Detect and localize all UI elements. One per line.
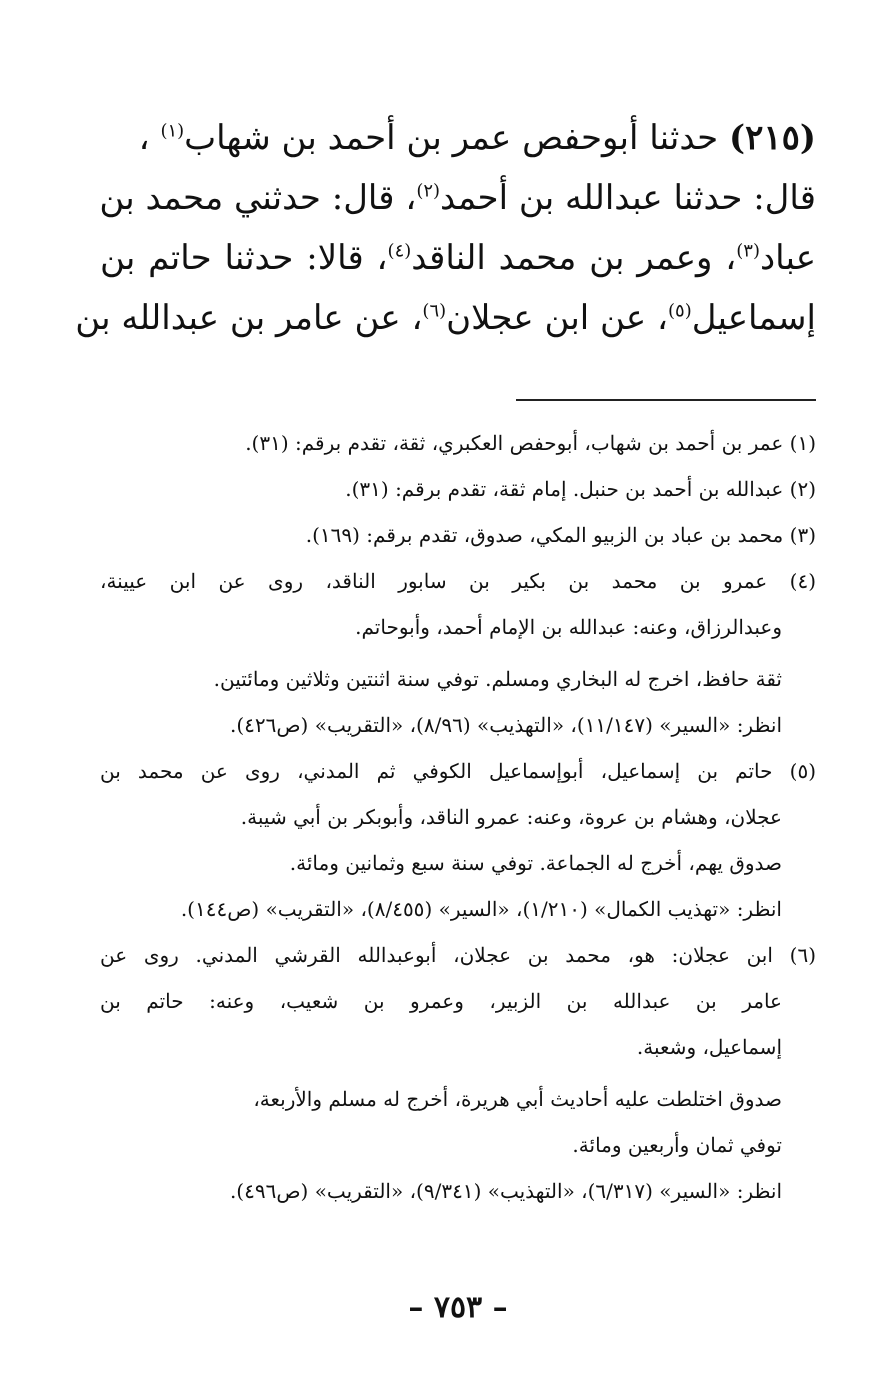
hadith-line-text: إسماعيل [691,298,816,338]
footnote-ref: (٤) [387,240,412,262]
hadith-line-4 [75,288,816,348]
footnote-line: (٢) عبدالله بن أحمد بن حنبل. إمام ثقة، تقدم برقم: (٣١). [345,477,816,501]
footnote-ref: (١) [160,120,185,142]
footnote-line: ثقة حافظ، اخرج له البخاري ومسلم. توفي سنة اثنتين وثلاثين ومائتين. [213,667,782,691]
footnote-divider [516,399,816,401]
footnote-line: عامر بن عبدالله بن الزبير، وعمرو بن شعيب، وعنه: حاتم بن [100,989,782,1013]
hadith-line-text: ، عن ابن عجلان [446,298,669,338]
footnote-line: إسماعيل، وشعبة. [636,1035,782,1059]
hadith-line-text: ، قال: حدثني محمد بن [99,178,417,218]
footnote-line: صدوق يهم، أخرج له الجماعة. توفي سنة سبع وثمانين ومائة. [289,851,782,875]
hadith-line-2 [100,168,816,228]
footnote-ref: (٥) [668,300,692,322]
footnote-line: وعبدالرزاق، وعنه: عبدالله بن الإمام أحمد، وأبوحاتم. [355,615,782,639]
footnote-ref: (٢) [416,180,441,202]
footnote-line: انظر: «السير» (١١/١٤٧)، «التهذيب» (٨/٩٦)، «التقريب» (ص٤٢٦). [229,713,782,737]
footnote-line: (٥) حاتم بن إسماعيل، أبوإسماعيل الكوفي ثم المدني، روى عن محمد بن [100,759,816,783]
footnote-line: صدوق اختلطت عليه أحاديث أبي هريرة، أخرج له مسلم والأربعة، [253,1087,782,1111]
footnotes-section [100,420,816,1214]
footnote-line: عجلان، وهشام بن عروة، وعنه: عمرو الناقد، وأبوبكر بن أبي شيبة. [240,805,782,829]
hadith-number: (٢١٥) [729,118,816,158]
footnote-line: انظر: «السير» (٦/٣١٧)، «التهذيب» (٩/٣٤١)، «التقريب» (ص٤٩٦). [229,1179,782,1203]
footnote-line: (٦) ابن عجلان: هو، محمد بن عجلان، أبوعبدالله القرشي المدني. روى عن [100,943,816,967]
hadith-line-text: ، قالا: حدثنا حاتم بن [100,238,388,278]
book-page [75,0,817,1389]
hadith-line-text: عباد [759,238,817,278]
page-number: – ٧٥٣ – [408,1290,508,1325]
footnote-line: (٤) عمرو بن محمد بن بكير بن سابور الناقد، روى عن ابن عيينة، [100,569,816,593]
footnote-line: توفي ثمان وأربعين ومائة. [572,1133,782,1157]
footnote-line: (٣) محمد بن عباد بن الزبيو المكي، صدوق، تقدم برقم: (١٦٩). [305,523,816,547]
footnote-line: (١) عمر بن أحمد بن شهاب، أبوحفص العكبري، ثقة، تقدم برقم: (٣١). [245,431,816,455]
hadith-line-1 [100,108,816,168]
footnote-line: انظر: «تهذيب الكمال» (١/٢١٠)، «السير» (٨/٤٥٥)، «التقريب» (ص١٤٤). [180,897,782,921]
hadith-text [75,108,817,348]
hadith-line-text: ، وعمر بن محمد الناقد [411,238,737,278]
footnote-ref: (٦) [422,300,447,322]
hadith-line-text: ، [138,118,150,158]
hadith-line-text: ، عن عامر بن عبدالله بن [75,298,423,338]
footnote-ref: (٣) [736,240,760,262]
hadith-line-text: قال: حدثنا عبدالله بن أحمد [440,178,816,218]
hadith-line-text: حدثنا أبوحفص عمر بن أحمد بن شهاب [184,118,719,158]
hadith-line-3 [100,228,816,288]
